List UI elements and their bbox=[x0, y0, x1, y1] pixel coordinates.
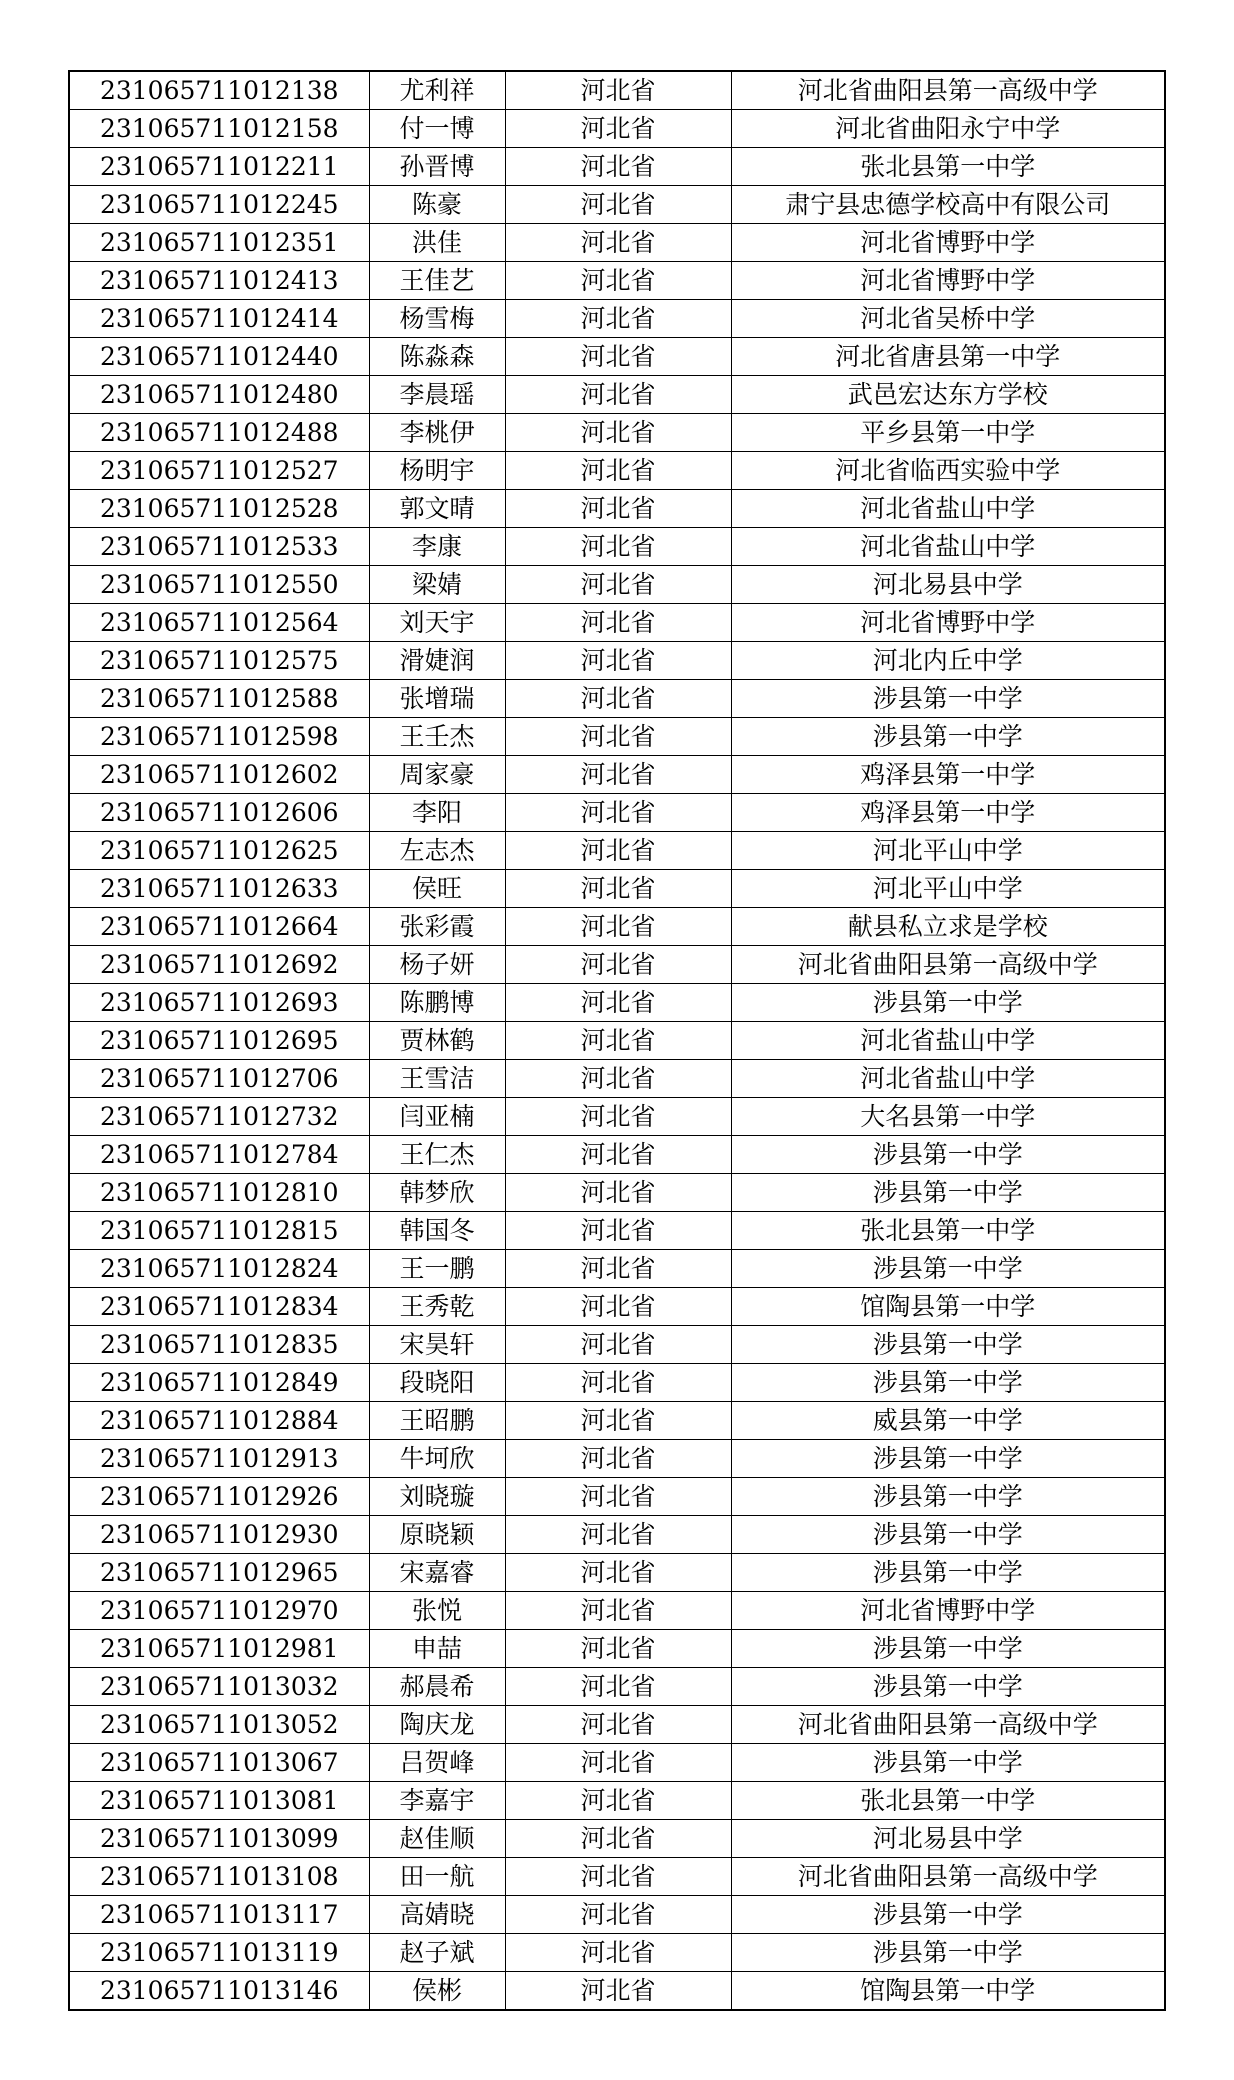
school-cell: 平乡县第一中学 bbox=[731, 414, 1165, 452]
student-id-cell: 231065711013081 bbox=[69, 1782, 369, 1820]
table-row bbox=[69, 832, 1165, 870]
school-cell: 河北省曲阳县第一高级中学 bbox=[731, 1858, 1165, 1896]
province-cell: 河北省 bbox=[505, 1250, 731, 1288]
student-name-cell: 付一博 bbox=[369, 110, 505, 148]
table-row bbox=[69, 262, 1165, 300]
student-name-cell: 王一鹏 bbox=[369, 1250, 505, 1288]
student-name-cell: 张彩霞 bbox=[369, 908, 505, 946]
student-id-cell: 231065711012245 bbox=[69, 186, 369, 224]
province-cell: 河北省 bbox=[505, 870, 731, 908]
student-name-cell: 韩国冬 bbox=[369, 1212, 505, 1250]
table-row bbox=[69, 148, 1165, 186]
school-cell: 河北省博野中学 bbox=[731, 262, 1165, 300]
province-cell: 河北省 bbox=[505, 376, 731, 414]
school-cell: 武邑宏达东方学校 bbox=[731, 376, 1165, 414]
student-name-cell: 陈豪 bbox=[369, 186, 505, 224]
student-id-cell: 231065711013099 bbox=[69, 1820, 369, 1858]
province-cell: 河北省 bbox=[505, 1896, 731, 1934]
school-cell: 肃宁县忠德学校高中有限公司 bbox=[731, 186, 1165, 224]
student-id-cell: 231065711012692 bbox=[69, 946, 369, 984]
table-row bbox=[69, 1820, 1165, 1858]
student-id-cell: 231065711013108 bbox=[69, 1858, 369, 1896]
table-row bbox=[69, 490, 1165, 528]
province-cell: 河北省 bbox=[505, 1630, 731, 1668]
student-name-cell: 杨子妍 bbox=[369, 946, 505, 984]
province-cell: 河北省 bbox=[505, 642, 731, 680]
student-id-cell: 231065711012693 bbox=[69, 984, 369, 1022]
student-name-cell: 郝晨希 bbox=[369, 1668, 505, 1706]
student-name-cell: 周家豪 bbox=[369, 756, 505, 794]
province-cell: 河北省 bbox=[505, 528, 731, 566]
student-id-cell: 231065711012706 bbox=[69, 1060, 369, 1098]
province-cell: 河北省 bbox=[505, 908, 731, 946]
table-row bbox=[69, 908, 1165, 946]
school-cell: 涉县第一中学 bbox=[731, 1478, 1165, 1516]
table-row bbox=[69, 1060, 1165, 1098]
student-name-cell: 牛坷欣 bbox=[369, 1440, 505, 1478]
school-cell: 河北平山中学 bbox=[731, 870, 1165, 908]
student-id-cell: 231065711013067 bbox=[69, 1744, 369, 1782]
student-id-cell: 231065711013146 bbox=[69, 1972, 369, 2011]
school-cell: 涉县第一中学 bbox=[731, 1174, 1165, 1212]
school-cell: 张北县第一中学 bbox=[731, 148, 1165, 186]
table-row bbox=[69, 338, 1165, 376]
table-row bbox=[69, 680, 1165, 718]
table-row bbox=[69, 1440, 1165, 1478]
table-row bbox=[69, 1098, 1165, 1136]
school-cell: 涉县第一中学 bbox=[731, 1516, 1165, 1554]
school-cell: 河北省盐山中学 bbox=[731, 490, 1165, 528]
province-cell: 河北省 bbox=[505, 262, 731, 300]
student-name-cell: 赵子斌 bbox=[369, 1934, 505, 1972]
province-cell: 河北省 bbox=[505, 1060, 731, 1098]
province-cell: 河北省 bbox=[505, 1440, 731, 1478]
table-row bbox=[69, 528, 1165, 566]
province-cell: 河北省 bbox=[505, 1022, 731, 1060]
school-cell: 河北省盐山中学 bbox=[731, 1022, 1165, 1060]
province-cell: 河北省 bbox=[505, 1668, 731, 1706]
province-cell: 河北省 bbox=[505, 984, 731, 1022]
student-id-cell: 231065711012926 bbox=[69, 1478, 369, 1516]
table-row bbox=[69, 1516, 1165, 1554]
table-row bbox=[69, 376, 1165, 414]
table-row bbox=[69, 1136, 1165, 1174]
school-cell: 河北平山中学 bbox=[731, 832, 1165, 870]
student-id-cell: 231065711012351 bbox=[69, 224, 369, 262]
student-id-cell: 231065711012138 bbox=[69, 71, 369, 110]
student-id-cell: 231065711012598 bbox=[69, 718, 369, 756]
student-name-cell: 杨明宇 bbox=[369, 452, 505, 490]
student-name-cell: 陶庆龙 bbox=[369, 1706, 505, 1744]
student-name-cell: 高婧晓 bbox=[369, 1896, 505, 1934]
student-id-cell: 231065711013119 bbox=[69, 1934, 369, 1972]
student-id-cell: 231065711012413 bbox=[69, 262, 369, 300]
province-cell: 河北省 bbox=[505, 1478, 731, 1516]
table-row bbox=[69, 1630, 1165, 1668]
province-cell: 河北省 bbox=[505, 756, 731, 794]
table-row bbox=[69, 110, 1165, 148]
school-cell: 河北省盐山中学 bbox=[731, 1060, 1165, 1098]
student-id-cell: 231065711012965 bbox=[69, 1554, 369, 1592]
student-name-cell: 闫亚楠 bbox=[369, 1098, 505, 1136]
province-cell: 河北省 bbox=[505, 1516, 731, 1554]
school-cell: 河北易县中学 bbox=[731, 566, 1165, 604]
province-cell: 河北省 bbox=[505, 490, 731, 528]
school-cell: 涉县第一中学 bbox=[731, 1630, 1165, 1668]
table-row bbox=[69, 300, 1165, 338]
student-name-cell: 王壬杰 bbox=[369, 718, 505, 756]
school-cell: 鸡泽县第一中学 bbox=[731, 794, 1165, 832]
student-id-cell: 231065711012913 bbox=[69, 1440, 369, 1478]
province-cell: 河北省 bbox=[505, 1744, 731, 1782]
table-row bbox=[69, 1174, 1165, 1212]
province-cell: 河北省 bbox=[505, 1782, 731, 1820]
table-row bbox=[69, 1706, 1165, 1744]
province-cell: 河北省 bbox=[505, 186, 731, 224]
school-cell: 河北省吴桥中学 bbox=[731, 300, 1165, 338]
school-cell: 河北省盐山中学 bbox=[731, 528, 1165, 566]
school-cell: 河北省曲阳县第一高级中学 bbox=[731, 71, 1165, 110]
province-cell: 河北省 bbox=[505, 1706, 731, 1744]
province-cell: 河北省 bbox=[505, 414, 731, 452]
student-id-cell: 231065711012211 bbox=[69, 148, 369, 186]
student-name-cell: 侯旺 bbox=[369, 870, 505, 908]
student-id-cell: 231065711012488 bbox=[69, 414, 369, 452]
province-cell: 河北省 bbox=[505, 1820, 731, 1858]
student-id-cell: 231065711012834 bbox=[69, 1288, 369, 1326]
table-row bbox=[69, 1934, 1165, 1972]
province-cell: 河北省 bbox=[505, 224, 731, 262]
province-cell: 河北省 bbox=[505, 1364, 731, 1402]
province-cell: 河北省 bbox=[505, 1288, 731, 1326]
student-id-cell: 231065711013052 bbox=[69, 1706, 369, 1744]
student-id-cell: 231065711012588 bbox=[69, 680, 369, 718]
student-id-cell: 231065711012970 bbox=[69, 1592, 369, 1630]
province-cell: 河北省 bbox=[505, 1934, 731, 1972]
roster-table-body bbox=[69, 71, 1165, 2010]
province-cell: 河北省 bbox=[505, 1402, 731, 1440]
school-cell: 河北省博野中学 bbox=[731, 224, 1165, 262]
school-cell: 涉县第一中学 bbox=[731, 984, 1165, 1022]
table-row bbox=[69, 1744, 1165, 1782]
school-cell: 河北省博野中学 bbox=[731, 604, 1165, 642]
student-id-cell: 231065711012695 bbox=[69, 1022, 369, 1060]
school-cell: 涉县第一中学 bbox=[731, 1554, 1165, 1592]
school-cell: 涉县第一中学 bbox=[731, 1364, 1165, 1402]
province-cell: 河北省 bbox=[505, 1858, 731, 1896]
table-row bbox=[69, 1402, 1165, 1440]
school-cell: 河北内丘中学 bbox=[731, 642, 1165, 680]
table-row bbox=[69, 1972, 1165, 2011]
student-id-cell: 231065711012564 bbox=[69, 604, 369, 642]
province-cell: 河北省 bbox=[505, 1136, 731, 1174]
student-id-cell: 231065711013117 bbox=[69, 1896, 369, 1934]
student-id-cell: 231065711012528 bbox=[69, 490, 369, 528]
student-name-cell: 洪佳 bbox=[369, 224, 505, 262]
school-cell: 河北省临西实验中学 bbox=[731, 452, 1165, 490]
school-cell: 涉县第一中学 bbox=[731, 1744, 1165, 1782]
table-row bbox=[69, 186, 1165, 224]
school-cell: 涉县第一中学 bbox=[731, 1934, 1165, 1972]
student-name-cell: 刘晓璇 bbox=[369, 1478, 505, 1516]
province-cell: 河北省 bbox=[505, 110, 731, 148]
province-cell: 河北省 bbox=[505, 604, 731, 642]
student-id-cell: 231065711012810 bbox=[69, 1174, 369, 1212]
table-row bbox=[69, 870, 1165, 908]
province-cell: 河北省 bbox=[505, 946, 731, 984]
table-row bbox=[69, 1250, 1165, 1288]
student-name-cell: 李阳 bbox=[369, 794, 505, 832]
table-row bbox=[69, 1592, 1165, 1630]
province-cell: 河北省 bbox=[505, 680, 731, 718]
student-name-cell: 王秀乾 bbox=[369, 1288, 505, 1326]
student-name-cell: 尤利祥 bbox=[369, 71, 505, 110]
school-cell: 河北省唐县第一中学 bbox=[731, 338, 1165, 376]
province-cell: 河北省 bbox=[505, 452, 731, 490]
student-name-cell: 宋嘉睿 bbox=[369, 1554, 505, 1592]
student-id-cell: 231065711012440 bbox=[69, 338, 369, 376]
student-name-cell: 滑婕润 bbox=[369, 642, 505, 680]
student-id-cell: 231065711012533 bbox=[69, 528, 369, 566]
school-cell: 河北省曲阳县第一高级中学 bbox=[731, 1706, 1165, 1744]
school-cell: 涉县第一中学 bbox=[731, 1668, 1165, 1706]
table-row bbox=[69, 1782, 1165, 1820]
student-name-cell: 郭文晴 bbox=[369, 490, 505, 528]
school-cell: 河北省曲阳县第一高级中学 bbox=[731, 946, 1165, 984]
student-id-cell: 231065711012849 bbox=[69, 1364, 369, 1402]
province-cell: 河北省 bbox=[505, 1592, 731, 1630]
table-row bbox=[69, 1858, 1165, 1896]
student-id-cell: 231065711012575 bbox=[69, 642, 369, 680]
student-name-cell: 杨雪梅 bbox=[369, 300, 505, 338]
student-name-cell: 吕贺峰 bbox=[369, 1744, 505, 1782]
student-name-cell: 申喆 bbox=[369, 1630, 505, 1668]
school-cell: 鸡泽县第一中学 bbox=[731, 756, 1165, 794]
school-cell: 馆陶县第一中学 bbox=[731, 1288, 1165, 1326]
student-name-cell: 王仁杰 bbox=[369, 1136, 505, 1174]
table-row bbox=[69, 642, 1165, 680]
student-id-cell: 231065711012930 bbox=[69, 1516, 369, 1554]
school-cell: 涉县第一中学 bbox=[731, 1136, 1165, 1174]
student-id-cell: 231065711012824 bbox=[69, 1250, 369, 1288]
student-name-cell: 张增瑞 bbox=[369, 680, 505, 718]
student-id-cell: 231065711012664 bbox=[69, 908, 369, 946]
school-cell: 涉县第一中学 bbox=[731, 1326, 1165, 1364]
table-row bbox=[69, 1478, 1165, 1516]
student-id-cell: 231065711012815 bbox=[69, 1212, 369, 1250]
school-cell: 张北县第一中学 bbox=[731, 1212, 1165, 1250]
table-row bbox=[69, 566, 1165, 604]
province-cell: 河北省 bbox=[505, 718, 731, 756]
school-cell: 馆陶县第一中学 bbox=[731, 1972, 1165, 2011]
school-cell: 河北省博野中学 bbox=[731, 1592, 1165, 1630]
student-id-cell: 231065711012884 bbox=[69, 1402, 369, 1440]
student-id-cell: 231065711012784 bbox=[69, 1136, 369, 1174]
table-row bbox=[69, 1288, 1165, 1326]
province-cell: 河北省 bbox=[505, 832, 731, 870]
table-row bbox=[69, 718, 1165, 756]
student-id-cell: 231065711012981 bbox=[69, 1630, 369, 1668]
student-name-cell: 左志杰 bbox=[369, 832, 505, 870]
student-id-cell: 231065711012602 bbox=[69, 756, 369, 794]
student-name-cell: 李康 bbox=[369, 528, 505, 566]
student-id-cell: 231065711012835 bbox=[69, 1326, 369, 1364]
school-cell: 涉县第一中学 bbox=[731, 680, 1165, 718]
student-name-cell: 陈鹏博 bbox=[369, 984, 505, 1022]
student-id-cell: 231065711012414 bbox=[69, 300, 369, 338]
student-name-cell: 王雪洁 bbox=[369, 1060, 505, 1098]
student-name-cell: 梁婧 bbox=[369, 566, 505, 604]
province-cell: 河北省 bbox=[505, 1174, 731, 1212]
table-row bbox=[69, 756, 1165, 794]
student-name-cell: 田一航 bbox=[369, 1858, 505, 1896]
school-cell: 张北县第一中学 bbox=[731, 1782, 1165, 1820]
province-cell: 河北省 bbox=[505, 338, 731, 376]
table-row bbox=[69, 1212, 1165, 1250]
student-name-cell: 赵佳顺 bbox=[369, 1820, 505, 1858]
school-cell: 大名县第一中学 bbox=[731, 1098, 1165, 1136]
province-cell: 河北省 bbox=[505, 1212, 731, 1250]
table-row bbox=[69, 1022, 1165, 1060]
student-name-cell: 李晨瑶 bbox=[369, 376, 505, 414]
student-id-cell: 231065711012158 bbox=[69, 110, 369, 148]
province-cell: 河北省 bbox=[505, 300, 731, 338]
table-row bbox=[69, 224, 1165, 262]
school-cell: 涉县第一中学 bbox=[731, 1440, 1165, 1478]
student-name-cell: 李嘉宇 bbox=[369, 1782, 505, 1820]
table-row bbox=[69, 604, 1165, 642]
table-row bbox=[69, 414, 1165, 452]
province-cell: 河北省 bbox=[505, 1972, 731, 2011]
school-cell: 涉县第一中学 bbox=[731, 1250, 1165, 1288]
student-id-cell: 231065711012625 bbox=[69, 832, 369, 870]
province-cell: 河北省 bbox=[505, 1098, 731, 1136]
school-cell: 涉县第一中学 bbox=[731, 1896, 1165, 1934]
province-cell: 河北省 bbox=[505, 566, 731, 604]
table-row bbox=[69, 71, 1165, 110]
student-name-cell: 王昭鹏 bbox=[369, 1402, 505, 1440]
table-row bbox=[69, 946, 1165, 984]
student-name-cell: 刘天宇 bbox=[369, 604, 505, 642]
student-name-cell: 张悦 bbox=[369, 1592, 505, 1630]
table-row bbox=[69, 452, 1165, 490]
school-cell: 河北易县中学 bbox=[731, 1820, 1165, 1858]
student-name-cell: 李桃伊 bbox=[369, 414, 505, 452]
table-row bbox=[69, 984, 1165, 1022]
student-name-cell: 侯彬 bbox=[369, 1972, 505, 2011]
student-name-cell: 陈淼森 bbox=[369, 338, 505, 376]
school-cell: 献县私立求是学校 bbox=[731, 908, 1165, 946]
table-row bbox=[69, 1326, 1165, 1364]
table-row bbox=[69, 1554, 1165, 1592]
student-id-cell: 231065711013032 bbox=[69, 1668, 369, 1706]
province-cell: 河北省 bbox=[505, 148, 731, 186]
school-cell: 涉县第一中学 bbox=[731, 718, 1165, 756]
student-name-cell: 孙晋博 bbox=[369, 148, 505, 186]
student-name-cell: 贾林鹤 bbox=[369, 1022, 505, 1060]
student-name-cell: 原晓颖 bbox=[369, 1516, 505, 1554]
student-id-cell: 231065711012527 bbox=[69, 452, 369, 490]
table-row bbox=[69, 794, 1165, 832]
student-id-cell: 231065711012606 bbox=[69, 794, 369, 832]
student-name-cell: 韩梦欣 bbox=[369, 1174, 505, 1212]
province-cell: 河北省 bbox=[505, 1326, 731, 1364]
table-row bbox=[69, 1668, 1165, 1706]
province-cell: 河北省 bbox=[505, 1554, 731, 1592]
roster-table bbox=[68, 70, 1166, 2011]
province-cell: 河北省 bbox=[505, 71, 731, 110]
student-id-cell: 231065711012633 bbox=[69, 870, 369, 908]
student-id-cell: 231065711012480 bbox=[69, 376, 369, 414]
school-cell: 河北省曲阳永宁中学 bbox=[731, 110, 1165, 148]
school-cell: 威县第一中学 bbox=[731, 1402, 1165, 1440]
student-name-cell: 王佳艺 bbox=[369, 262, 505, 300]
student-name-cell: 宋昊轩 bbox=[369, 1326, 505, 1364]
province-cell: 河北省 bbox=[505, 794, 731, 832]
table-row bbox=[69, 1896, 1165, 1934]
student-id-cell: 231065711012732 bbox=[69, 1098, 369, 1136]
student-id-cell: 231065711012550 bbox=[69, 566, 369, 604]
student-name-cell: 段晓阳 bbox=[369, 1364, 505, 1402]
table-row bbox=[69, 1364, 1165, 1402]
